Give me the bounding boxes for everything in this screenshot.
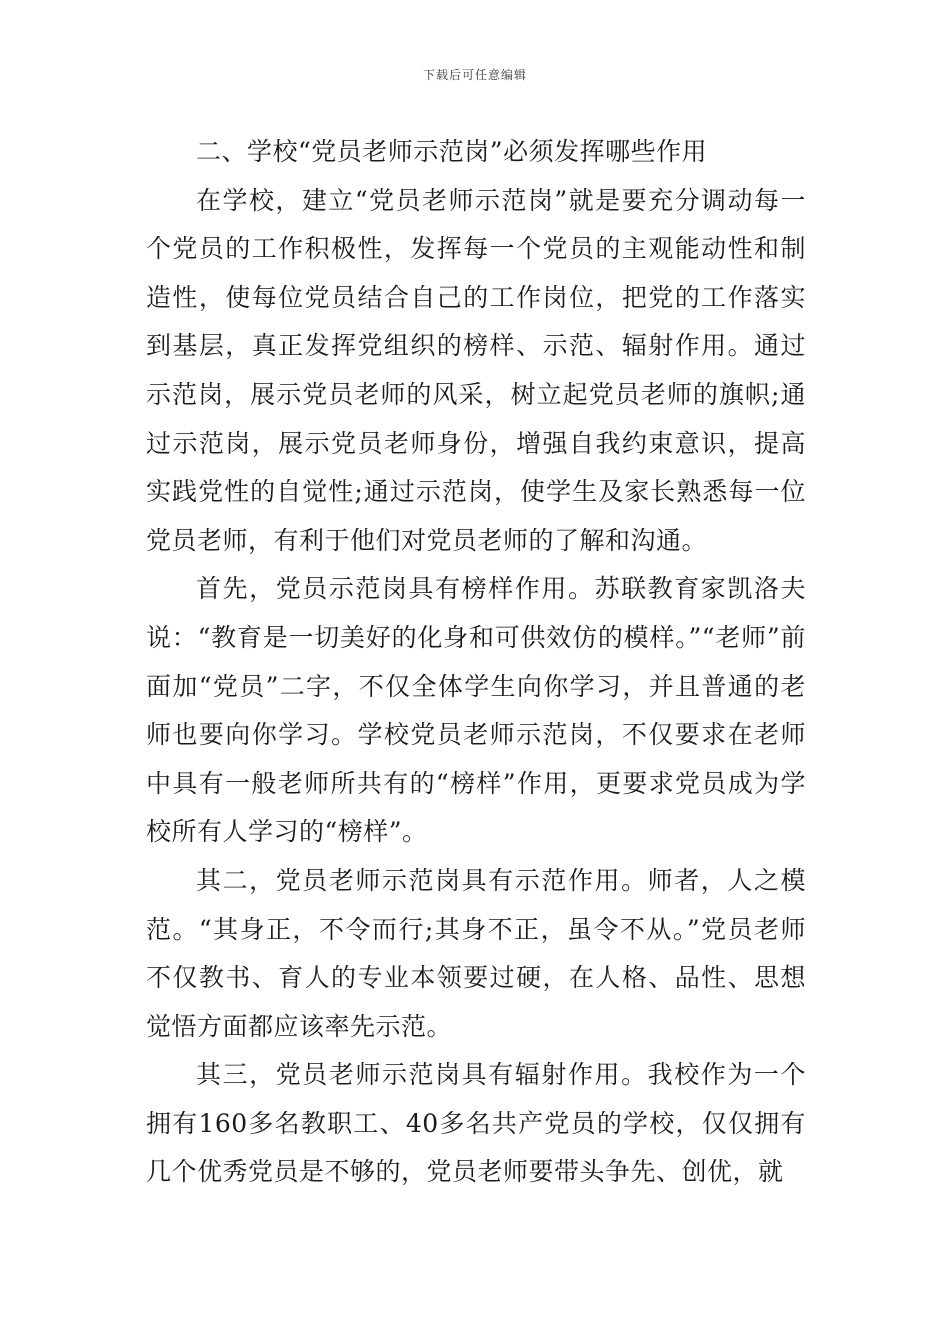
header-note: 下载后可任意编辑 — [422, 68, 527, 82]
section-heading: 二、学校“党员老师示范岗”必须发挥哪些作用 — [196, 137, 708, 166]
paragraph: 在学校，建立“党员老师示范岗”就是要充分调动每一个党员的工作积极性，发挥每一个党员的主观能动性和制造性，使每位党员结合自己的工作岗位，把党的工作落实到基层，真正发挥党组织的榜样、示范、辐射作用。通过示范岗，展示党员老师的风采，树立起党员老师的旗帜;通过示范岗，展示党员老师身份，增强自我约束意识，提高实践党性的自觉性;通过示范岗，使学生及家长熟悉每一位党员老师，有利于他们对党员老师的了解和沟通。 — [146, 185, 806, 555]
paragraph: 其三，党员老师示范岗具有辐射作用。我校作为一个拥有160多名教职工、40多名共产党员的学校，仅仅拥有几个优秀党员是不够的，党员老师要带头争先、创优，就 — [146, 1060, 806, 1187]
paragraph: 其二，党员老师示范岗具有示范作用。师者，人之模范。“其身正，不令而行;其身不正，虽令不从。”党员老师不仅教书、育人的专业本领要过硬，在人格、品性、思想觉悟方面都应该率先示范。 — [146, 865, 806, 1041]
paragraph: 首先，党员示范岗具有榜样作用。苏联教育家凯洛夫说：“教育是一切美好的化身和可供效仿的模样。”“老师”前面加“党员”二字，不仅全体学生向你学习，并且普通的老师也要向你学习。学校党员老师示范岗，不仅要求在老师中具有一般老师所共有的“榜样”作用，更要求党员成为学校所有人学习的“榜样”。 — [146, 574, 806, 847]
document-body — [146, 128, 806, 1197]
